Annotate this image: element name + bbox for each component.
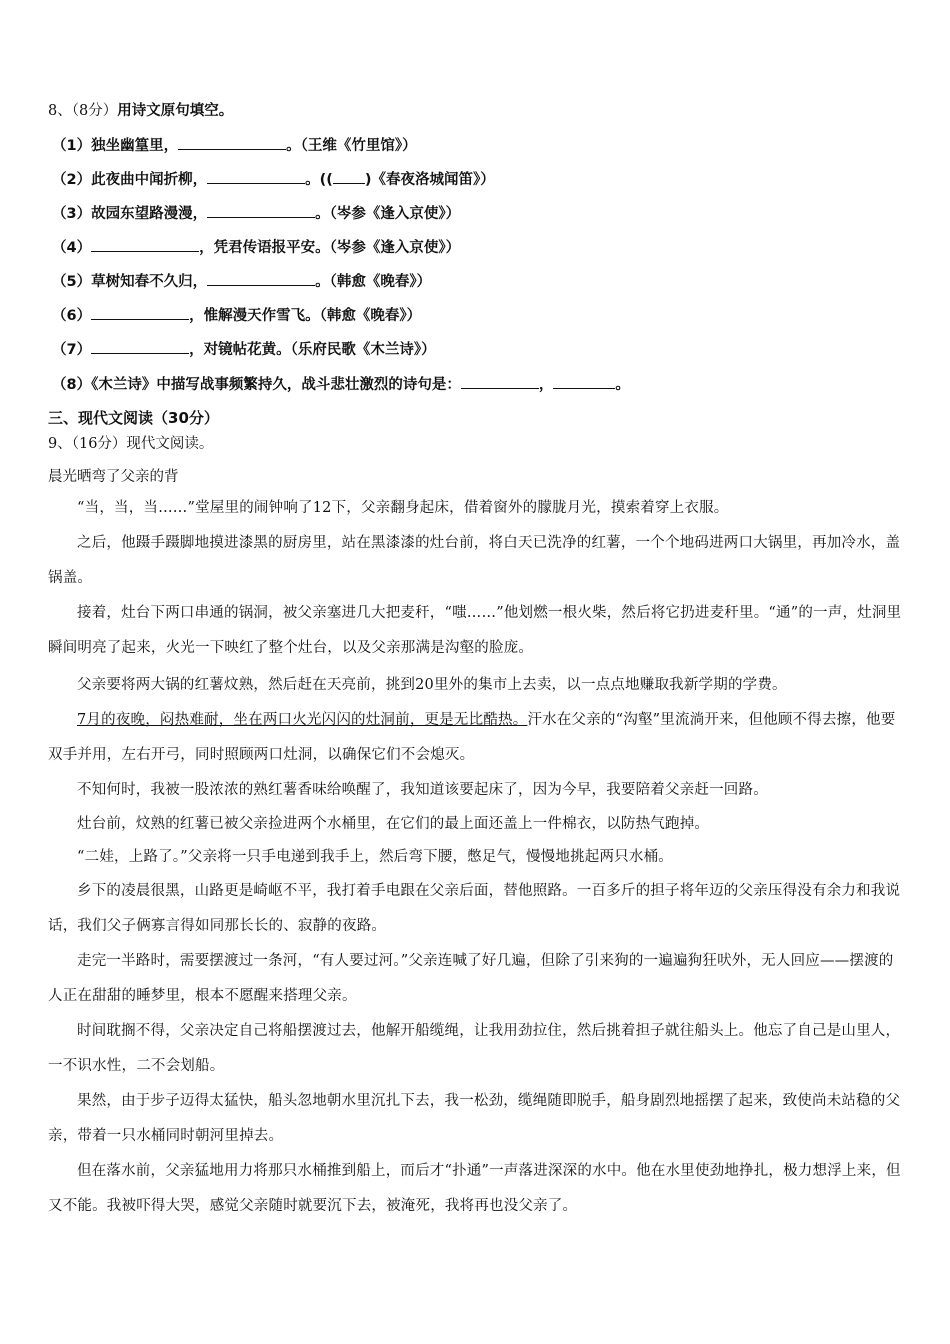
q8-item-5-text: （5）草树知春不久归，: [52, 274, 208, 290]
paragraph-5: [48, 703, 903, 773]
q8-item-2-source-b: )《春夜洛城闻笛》）: [364, 172, 495, 188]
q8-item-7: [52, 339, 902, 360]
q8-item-2-text: （2）此夜曲中闻折柳，: [52, 172, 208, 188]
q8-item-8-text: （8）《木兰诗》中描写战事频繁持久，战斗悲壮激烈的诗句是：: [52, 377, 461, 393]
paragraph-10: 走完一半路时，需要摆渡过一条河，“有人要过河。”父亲连喊了好几遍，但除了引来狗的一遍遍狗狂吠外，无人回应——摆渡的人正在甜甜的睡梦里，根本不愿醒来搭理父亲。: [48, 953, 894, 1004]
q8-item-8: [52, 374, 902, 395]
q8-item-1-text: （1）独坐幽篁里，: [52, 138, 179, 154]
q8-instruction: 用诗文原句填空。: [117, 103, 234, 119]
article-title: 晨光晒弯了父亲的背: [48, 469, 179, 485]
paragraph-1: “当，当，当……”堂屋里的闹钟响了12下，父亲翻身起床，借着窗外的朦胧月光，摸索着穿上衣服。: [77, 500, 729, 516]
q8-item-6-text: （6）: [52, 308, 92, 324]
q8-header: [48, 101, 902, 121]
answer-blank[interactable]: [553, 374, 615, 389]
answer-blank[interactable]: [207, 203, 315, 218]
paragraph-9: 乡下的凌晨很黑，山路更是崎岖不平，我打着手电跟在父亲后面，替他照路。一百多斤的担子将年迈的父亲压得没有余力和我说话，我们父子俩寡言得如同那长长的、寂静的夜路。: [48, 883, 901, 934]
q8-item-6: [52, 305, 902, 326]
q8-item-6-source: ，惟解漫天作雪飞。（韩愈《晚春》）: [189, 308, 422, 324]
answer-blank[interactable]: [91, 237, 199, 252]
answer-blank[interactable]: [207, 271, 315, 286]
q8-item-8-comma: ，: [538, 377, 554, 393]
paragraph-4: 父亲要将两大锅的红薯炆熟，然后赶在天亮前，挑到20里外的集市上去卖，以一点点地赚取我新学期的学费。: [77, 677, 787, 693]
answer-blank[interactable]: [178, 135, 286, 150]
paragraph-8: “二娃，上路了。”父亲将一只手电递到我手上，然后弯下腰，憋足气，慢慢地挑起两只水桶。: [77, 849, 673, 865]
q8-item-2-source-a: 。((: [305, 172, 333, 188]
answer-blank[interactable]: [91, 305, 189, 320]
q9-header: 9、（16分）现代文阅读。: [48, 436, 214, 452]
q8-item-2: [52, 169, 902, 190]
q8-item-5-source: 。（韩愈《晚春》）: [315, 274, 432, 290]
underlined-sentence: 7月的夜晚，闷热难耐，坐在两口火光闪闪的灶洞前，更是无比酷热。: [77, 712, 528, 728]
paragraph-2: 之后，他蹑手蹑脚地摸进漆黑的厨房里，站在黑漆漆的灶台前，将白天已洗净的红薯，一个个地码进两口大锅里，再加冷水，盖锅盖。: [48, 535, 901, 586]
q8-item-4-text: （4）: [52, 240, 92, 256]
answer-blank[interactable]: [91, 339, 189, 354]
answer-blank[interactable]: [207, 169, 305, 184]
paragraph-7: 灶台前，炆熟的红薯已被父亲捡进两个水桶里，在它们的最上面还盖上一件棉衣，以防热气跑掉。: [77, 816, 710, 832]
paragraph-5-text: 汗水在父亲的“沟壑”里流淌开来，但他顾不得去擦，他要双手并用，左右开弓，同时照顾两口灶洞，以确保它们不会熄灭。: [48, 712, 896, 763]
q8-item-1-source: 。（王维《竹里馆》）: [286, 138, 417, 154]
section-title: 三、现代文阅读（30分）: [48, 409, 219, 427]
paragraph-11: 时间耽搁不得，父亲决定自己将船摆渡过去，他解开船缆绳，让我用劲拉住，然后挑着担子就往船头上。他忘了自己是山里人，一不识水性，二不会划船。: [48, 1023, 901, 1074]
q8-item-4-source: ，凭君传语报平安。（岑参《逢入京使》）: [199, 240, 461, 256]
q8-item-4: [52, 237, 902, 258]
q8-item-7-source: ，对镜帖花黄。（乐府民歌《木兰诗》）: [189, 342, 436, 358]
answer-blank[interactable]: [333, 169, 365, 184]
paragraph-6: 不知何时，我被一股浓浓的熟红薯香味给唤醒了，我知道该要起床了，因为今早，我要陪着父亲赶一回路。: [77, 782, 768, 798]
q8-number: 8、（8分）: [48, 103, 118, 119]
q8-item-5: [52, 271, 902, 292]
q8-item-3-source: 。（岑参《逢入京使》）: [315, 206, 461, 222]
q8-item-3: [52, 203, 902, 224]
paragraph-12: 果然，由于步子迈得太猛快，船头忽地朝水里沉扎下去，我一松劲，缆绳随即脱手，船身剧烈地摇摆了起来，致使尚未站稳的父亲，带着一只水桶同时朝河里掉去。: [48, 1093, 901, 1144]
answer-blank[interactable]: [461, 374, 539, 389]
q8-item-3-text: （3）故园东望路漫漫，: [52, 206, 208, 222]
q8-item-7-text: （7）: [52, 342, 92, 358]
q8-item-8-end: 。: [615, 377, 630, 393]
q8-item-1: [52, 135, 902, 156]
paragraph-13: 但在落水前，父亲猛地用力将那只水桶推到船上，而后才“扑通”一声落进深深的水中。他在水里使劲地挣扎，极力想浮上来，但又不能。我被吓得大哭，感觉父亲随时就要沉下去，被淹死，我将再也没父亲了。: [48, 1163, 901, 1214]
paragraph-3: 接着，灶台下两口串通的锅洞，被父亲塞进几大把麦秆，“嗤……”他划燃一根火柴，然后将它扔进麦秆里。“通”的一声，灶洞里瞬间明亮了起来，火光一下映红了整个灶台，以及父亲那满是沟壑的脸庞。: [48, 605, 902, 656]
